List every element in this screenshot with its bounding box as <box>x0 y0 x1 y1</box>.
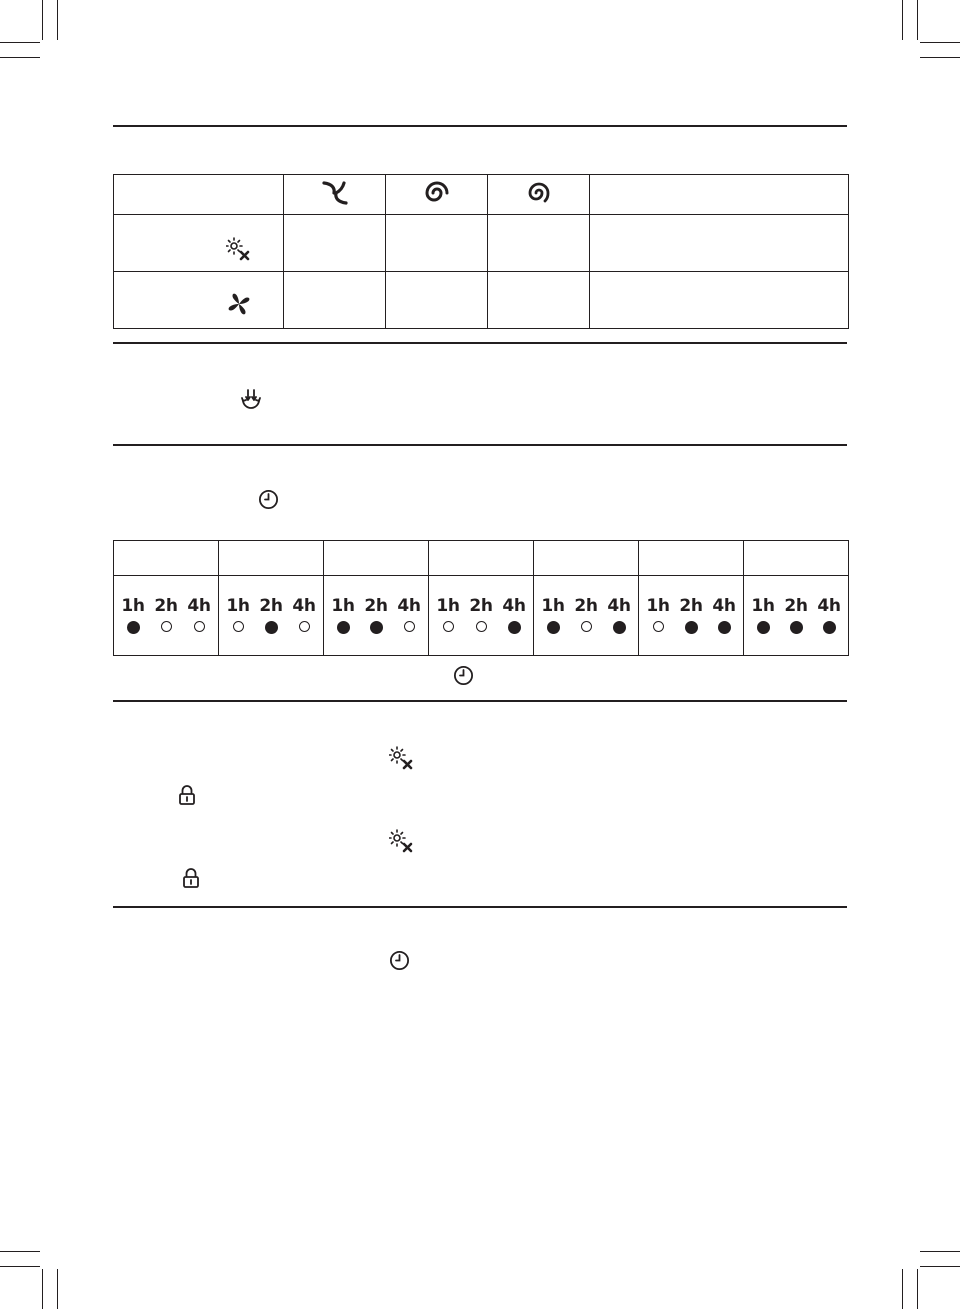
timer-combination-cell <box>219 576 324 656</box>
timer-hour-label: 4h <box>397 596 421 616</box>
timer-indicator-row <box>114 616 218 634</box>
swirl-speed-1-icon <box>320 178 350 208</box>
timer-hour-label: 4h <box>817 596 841 616</box>
indicator-light-on <box>370 621 383 634</box>
indicator-light-off <box>476 621 487 632</box>
timer-hour-label: 4h <box>712 596 736 616</box>
indicator-light-off <box>443 621 454 632</box>
section-divider <box>113 342 847 344</box>
timer-label-row <box>639 576 743 616</box>
indicator-light-off <box>194 621 205 632</box>
speed-table-row <box>114 215 849 272</box>
indicator-light-off <box>299 621 310 632</box>
crop-mark <box>917 1269 918 1309</box>
indicator-light-on <box>613 621 626 634</box>
table-cell <box>114 175 284 215</box>
table-cell <box>114 541 219 576</box>
timer-hour-label: 1h <box>436 596 460 616</box>
timer-hour-label: 2h <box>469 596 493 616</box>
crop-mark <box>0 42 40 43</box>
timer-table-header <box>114 541 849 576</box>
timer-indicator-row <box>219 616 323 634</box>
timer-indicator-row <box>639 616 743 634</box>
indicator-light-off <box>161 621 172 632</box>
table-cell <box>590 175 849 215</box>
timer-label-row <box>219 576 323 616</box>
indicator-light-on <box>127 621 140 634</box>
crop-mark <box>0 1266 40 1267</box>
timer-hour-label: 4h <box>502 596 526 616</box>
fan-icon <box>227 292 251 316</box>
table-cell <box>590 272 849 329</box>
table-cell <box>639 541 744 576</box>
speed-table-row <box>114 272 849 329</box>
filter-reset-icon <box>239 388 263 414</box>
timer-hour-label: 1h <box>751 596 775 616</box>
indicator-light-on <box>685 621 698 634</box>
table-cell <box>488 175 590 215</box>
timer-indicator-row <box>429 616 533 634</box>
indicator-light-off <box>581 621 592 632</box>
table-cell <box>324 541 429 576</box>
clock-icon <box>389 950 410 971</box>
timer-hour-label: 2h <box>784 596 808 616</box>
crop-mark <box>902 1269 903 1309</box>
light-dim-icon <box>389 746 413 770</box>
timer-hour-label: 2h <box>154 596 178 616</box>
timer-indicator-row <box>534 616 638 634</box>
timer-combination-cell <box>324 576 429 656</box>
table-cell <box>114 215 284 272</box>
light-dim-icon <box>226 237 250 261</box>
crop-mark <box>0 57 40 58</box>
timer-hour-label: 1h <box>541 596 565 616</box>
indicator-light-on <box>508 621 521 634</box>
table-cell <box>744 541 849 576</box>
section-divider <box>113 906 847 908</box>
table-cell <box>488 272 590 329</box>
table-cell <box>386 175 488 215</box>
crop-mark <box>42 0 43 40</box>
padlock-icon <box>178 784 196 806</box>
table-cell <box>386 272 488 329</box>
section-divider <box>113 125 847 127</box>
table-cell <box>219 541 324 576</box>
timer-hour-label: 2h <box>259 596 283 616</box>
timer-label-row <box>744 576 848 616</box>
swirl-speed-3-icon <box>524 178 554 208</box>
crop-mark <box>57 0 58 40</box>
crop-mark <box>920 1251 960 1252</box>
timer-combination-cell <box>114 576 219 656</box>
timer-label-row <box>534 576 638 616</box>
indicator-light-off <box>404 621 415 632</box>
speed-table-header <box>114 175 849 215</box>
table-cell <box>534 541 639 576</box>
timer-indicator-row <box>324 616 428 634</box>
indicator-light-on <box>790 621 803 634</box>
section-divider <box>113 700 847 702</box>
timer-combination-cell <box>534 576 639 656</box>
timer-combination-cell <box>744 576 849 656</box>
table-cell <box>114 272 284 329</box>
timer-indicator-row <box>744 616 848 634</box>
table-cell <box>284 175 386 215</box>
indicator-light-on <box>547 621 560 634</box>
table-cell <box>429 541 534 576</box>
timer-hour-label: 4h <box>292 596 316 616</box>
table-cell <box>284 272 386 329</box>
speed-table <box>113 174 849 329</box>
timer-hour-label: 1h <box>331 596 355 616</box>
crop-mark <box>920 57 960 58</box>
indicator-light-off <box>653 621 664 632</box>
swirl-speed-2-icon <box>422 178 452 208</box>
timer-hour-label: 4h <box>187 596 211 616</box>
timer-label-row <box>429 576 533 616</box>
timer-label-row <box>114 576 218 616</box>
timer-hour-label: 2h <box>574 596 598 616</box>
timer-hour-label: 1h <box>121 596 145 616</box>
timer-label-row <box>324 576 428 616</box>
indicator-light-on <box>823 621 836 634</box>
table-cell <box>590 215 849 272</box>
timer-hour-label: 1h <box>226 596 250 616</box>
crop-mark <box>902 0 903 40</box>
timer-hour-label: 2h <box>679 596 703 616</box>
indicator-light-on <box>718 621 731 634</box>
clock-icon <box>453 665 474 686</box>
crop-mark <box>57 1269 58 1309</box>
clock-icon <box>258 489 279 510</box>
light-dim-icon <box>389 829 413 853</box>
indicator-light-on <box>757 621 770 634</box>
indicator-light-on <box>265 621 278 634</box>
crop-mark <box>42 1269 43 1309</box>
timer-hour-label: 1h <box>646 596 670 616</box>
timer-table-row <box>114 576 849 656</box>
timer-hour-label: 2h <box>364 596 388 616</box>
crop-mark <box>920 42 960 43</box>
table-cell <box>284 215 386 272</box>
section-divider <box>113 444 847 446</box>
timer-combination-cell <box>429 576 534 656</box>
indicator-light-off <box>233 621 244 632</box>
crop-mark <box>0 1251 40 1252</box>
crop-mark <box>920 1266 960 1267</box>
timer-combination-cell <box>639 576 744 656</box>
table-cell <box>488 215 590 272</box>
crop-mark <box>917 0 918 40</box>
timer-hour-label: 4h <box>607 596 631 616</box>
indicator-light-on <box>337 621 350 634</box>
padlock-icon <box>182 867 200 889</box>
timer-table <box>113 540 849 656</box>
table-cell <box>386 215 488 272</box>
